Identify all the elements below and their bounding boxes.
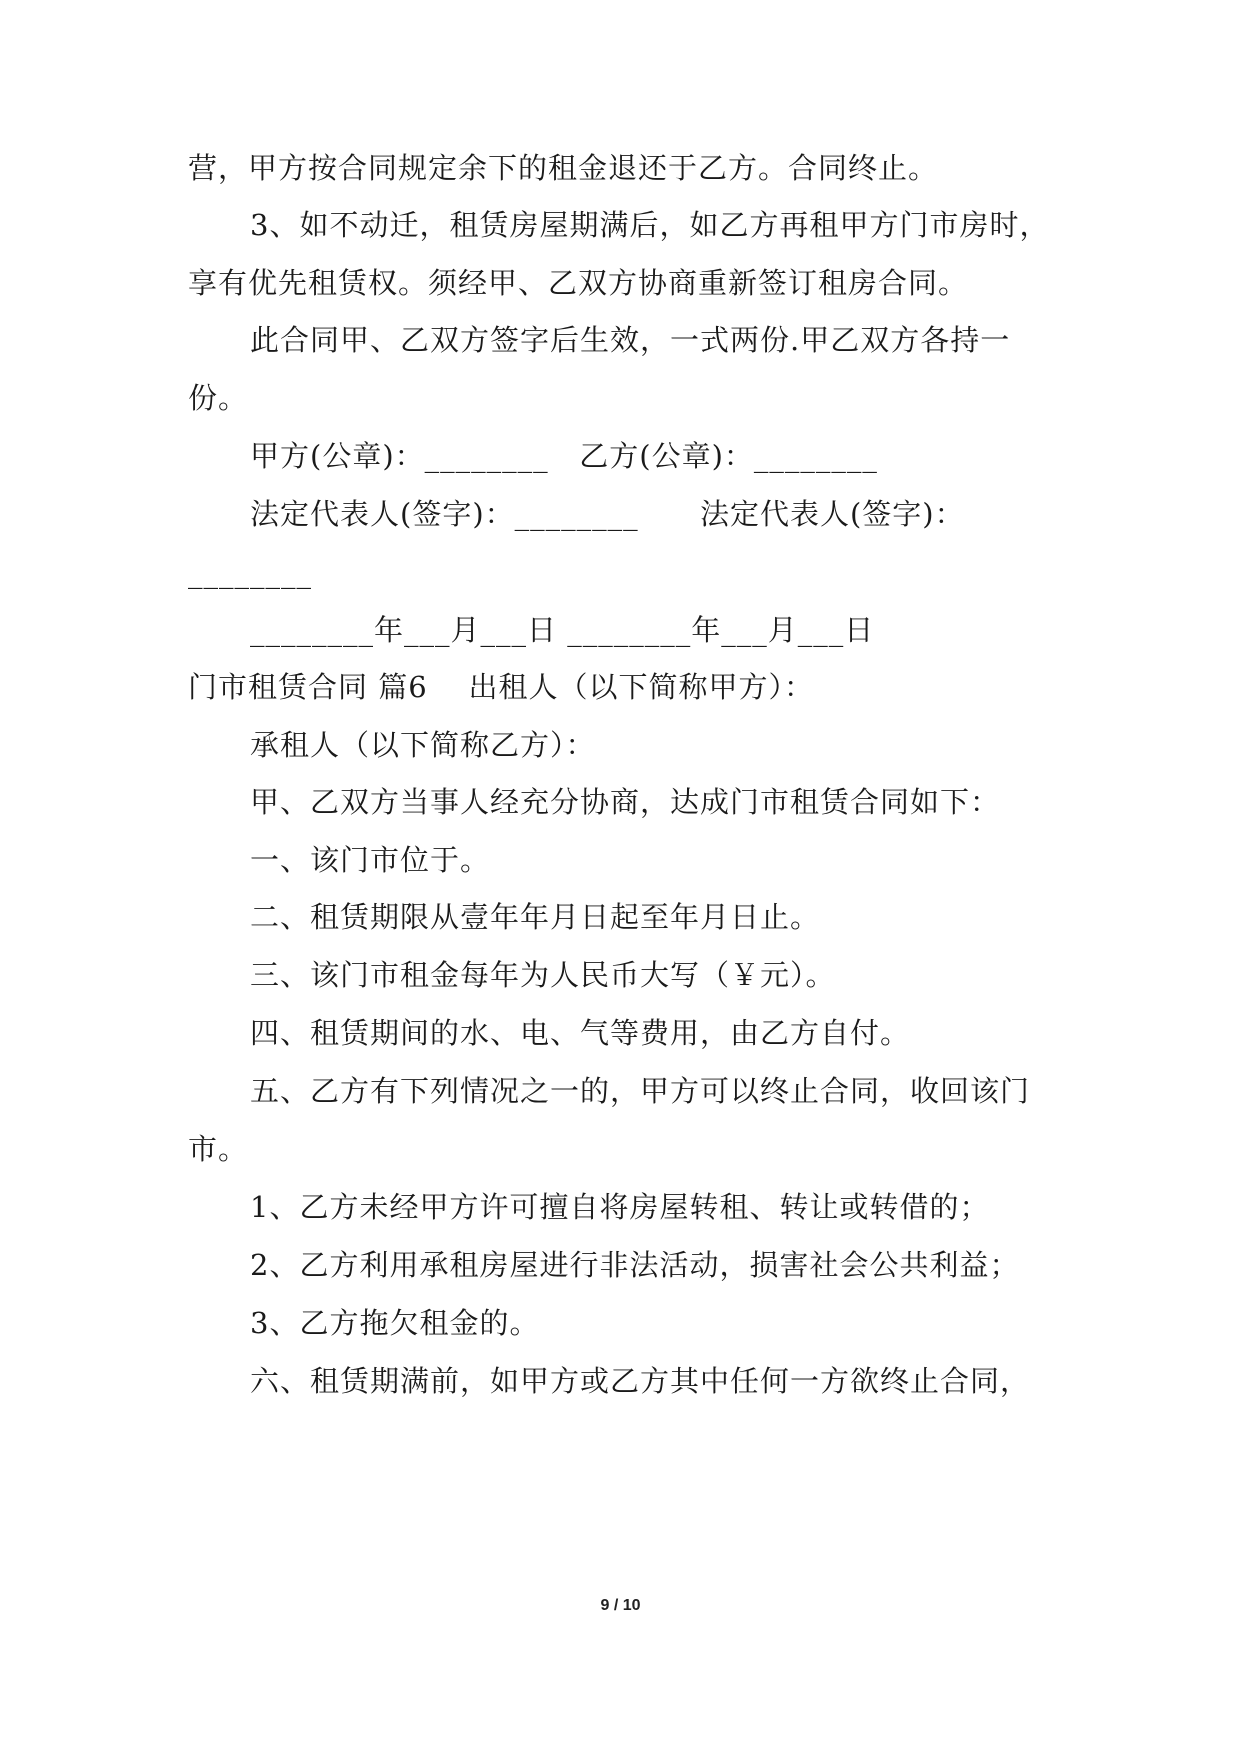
text-line: 承租人（以下简称乙方）： [250, 728, 596, 762]
sub-clause: 1、乙方未经甲方许可擅自将房屋转租、转让或转借的； [250, 1190, 990, 1224]
text-line: 此合同甲、乙双方签字后生效，一式两份.甲乙双方各持一 [250, 323, 1011, 357]
section-heading: 门市租赁合同 篇6 出租人（以下简称甲方）： [188, 670, 815, 704]
signature-blank: ________ [188, 555, 312, 589]
text-line: 营，甲方按合同规定余下的租金退还于乙方。合同终止。 [188, 151, 939, 185]
clause-6: 六、租赁期满前，如甲方或乙方其中任何一方欲终止合同， [250, 1364, 1031, 1398]
clause-3: 三、该门市租金每年为人民币大写（￥元）。 [250, 958, 836, 992]
page-number: 9 / 10 [600, 1597, 641, 1614]
date-line: ________年___月___日 ________年___月___日 [250, 613, 875, 647]
clause-2: 二、租赁期限从壹年年月日起至年月日止。 [250, 900, 821, 934]
clause-1: 一、该门市位于。 [250, 843, 491, 877]
text-line: 3、如不动迁，租赁房屋期满后，如乙方再租甲方门市房时， [250, 208, 1050, 242]
clause-5: 五、乙方有下列情况之一的，甲方可以终止合同，收回该门 [250, 1074, 1031, 1108]
text-line: 享有优先租赁权。须经甲、乙双方协商重新签订租房合同。 [188, 266, 969, 300]
signature-line-representative: 法定代表人(签字)：________ 法定代表人(签字)： [250, 497, 965, 531]
signature-line-seal: 甲方(公章)：________ 乙方(公章)：________ [250, 439, 878, 473]
sub-clause: 3、乙方拖欠租金的。 [250, 1306, 540, 1340]
text-line: 甲、乙双方当事人经充分协商，达成门市租赁合同如下： [250, 785, 1001, 819]
text-line: 份。 [188, 381, 249, 415]
sub-clause: 2、乙方利用承租房屋进行非法活动，损害社会公共利益； [250, 1248, 1020, 1282]
clause-4: 四、租赁期间的水、电、气等费用，由乙方自付。 [250, 1016, 911, 1050]
text-line: 市。 [188, 1132, 249, 1166]
